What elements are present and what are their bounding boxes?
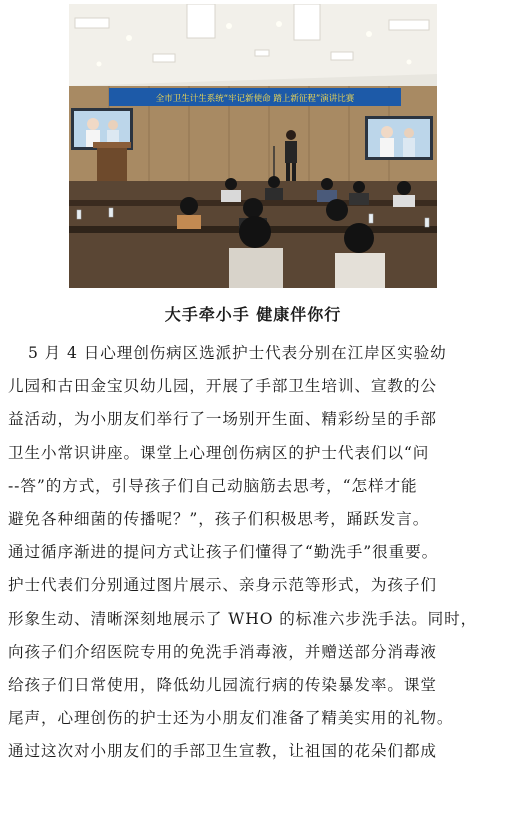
paragraph-line: 卫生小常识讲座。课堂上心理创伤病区的护士代表们以“问 <box>8 443 430 462</box>
article-title: 大手牵小手 健康伴你行 <box>164 305 342 324</box>
paragraph-line: 向孩子们介绍医院专用的免洗手消毒液，并赠送部分消毒液 <box>8 642 437 661</box>
article-body <box>8 337 502 768</box>
paragraph-line: --答”的方式，引导孩子们自己动脑筋去思考，“怎样才能 <box>8 476 418 495</box>
banner-text: 全市卫生计生系统“牢记新使命 踏上新征程”演讲比赛 <box>155 94 355 104</box>
paragraph-line: 避免各种细菌的传播呢？”，孩子们积极思考，踊跃发言。 <box>8 509 430 528</box>
paragraph-line: 5 月 4 日心理创伤病区选派护士代表分别在江岸区实验幼 <box>28 344 447 362</box>
paragraph-line: 通过这次对小朋友们的手部卫生宣教，让祖国的花朵们都成 <box>8 742 437 761</box>
paragraph-line: 给孩子们日常使用，降低幼儿园流行病的传染暴发率。课堂 <box>8 675 437 694</box>
paragraph-line: 通过循序渐进的提问方式让孩子们懂得了“勤洗手”很重要。 <box>8 543 439 562</box>
paragraph-line: 儿园和古田金宝贝幼儿园，开展了手部卫生培训、宣教的公 <box>8 377 437 396</box>
paragraph-line: 护士代表们分别通过图片展示、亲身示范等形式，为孩子们 <box>8 576 437 595</box>
paragraph-line: 形象生动、清晰深刻地展示了 WHO 的标准六步洗手法。同时， <box>8 609 478 628</box>
paragraph-line: 尾声，心理创伤的护士还为小朋友们准备了精美实用的礼物。 <box>8 709 454 728</box>
paragraph-line: 益活动，为小朋友们举行了一场别开生面、精彩纷呈的手部 <box>8 410 437 429</box>
event-photo <box>69 4 437 288</box>
